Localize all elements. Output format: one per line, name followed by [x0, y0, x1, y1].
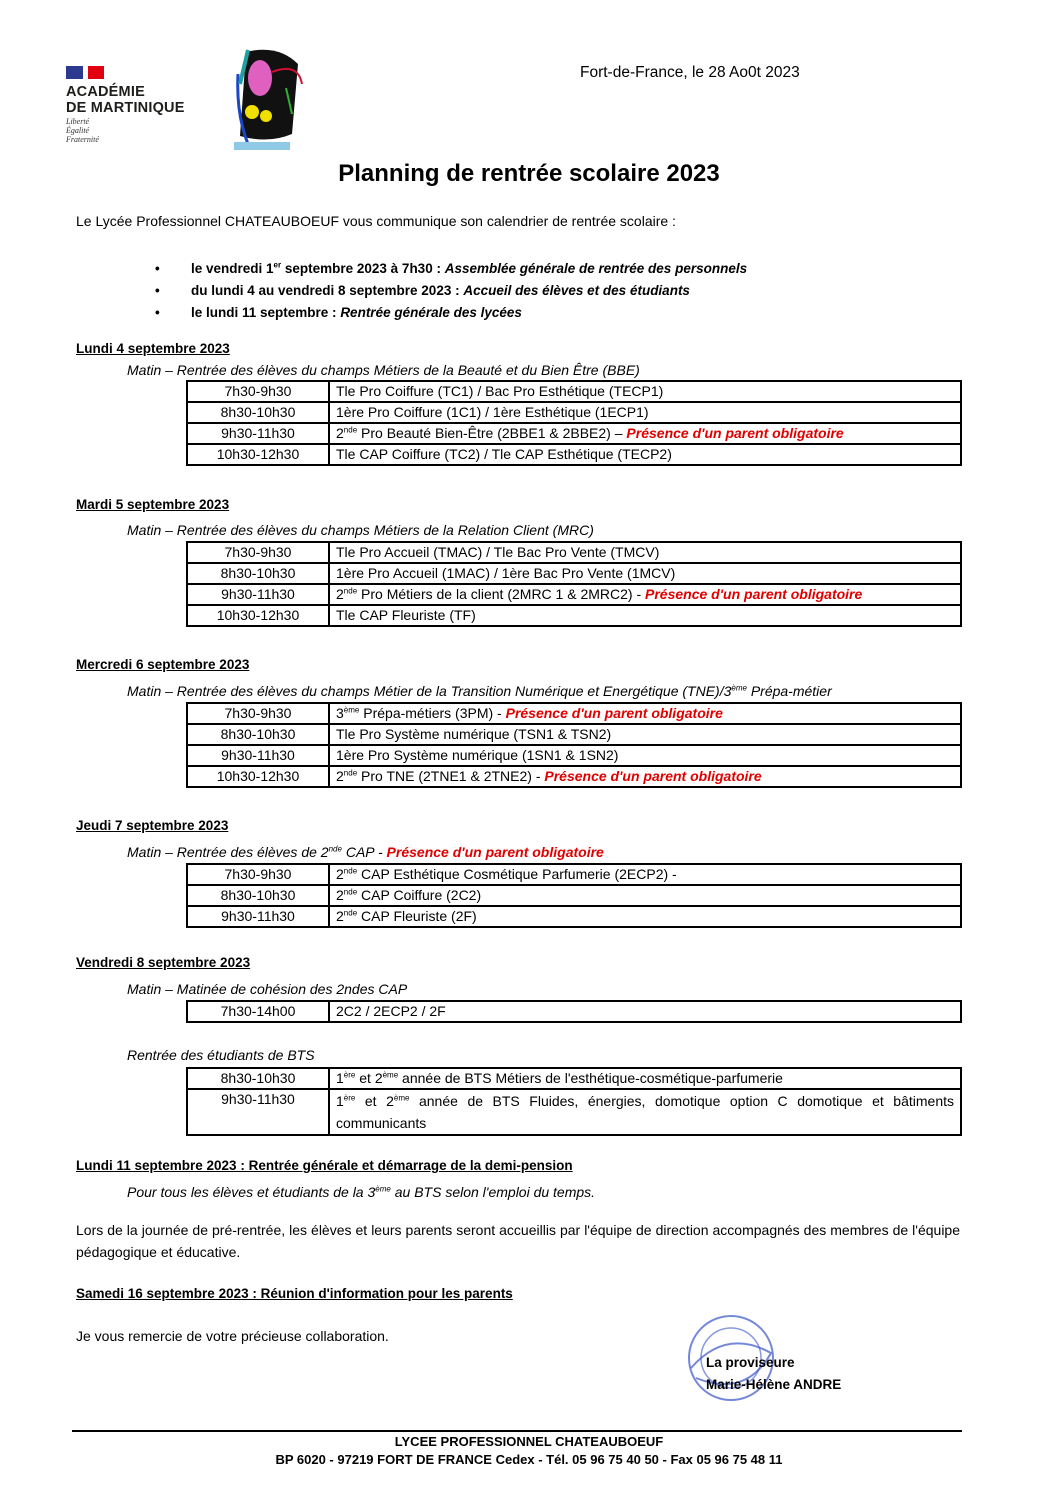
signature-block [706, 1352, 841, 1396]
footer-school-name: LYCEE PROFESSIONNEL CHATEAUBOEUF [394, 1434, 664, 1449]
school-logo-icon [228, 44, 308, 156]
table-row: 8h30-10h30 2nde CAP Coiffure (2C2) [187, 885, 961, 906]
schedule-table [186, 863, 962, 928]
day-heading: Mercredi 6 septembre 2023 [76, 657, 250, 672]
motto [66, 117, 99, 144]
list-item: • du lundi 4 au vendredi 8 septembre 2023 : Accueil des élèves et des étudiants [155, 283, 690, 298]
table-row: 8h30-10h30 1ère Pro Coiffure (1C1) / 1ère Esthétique (1ECP1) [187, 402, 961, 423]
table-row: 10h30-12h30 Tle CAP Fleuriste (TF) [187, 605, 961, 626]
schedule-table [186, 1000, 962, 1023]
academy-line2: DE MARTINIQUE [66, 100, 185, 116]
motto-egalite: Égalité [66, 126, 90, 135]
list-item: • le lundi 11 septembre : Rentrée générale des lycées [155, 305, 522, 320]
table-row: 10h30-12h30 Tle CAP Coiffure (TC2) / Tle CAP Esthétique (TECP2) [187, 444, 961, 465]
schedule-table [186, 702, 962, 788]
day-heading: Vendredi 8 septembre 2023 [76, 955, 251, 970]
schedule-table [186, 541, 962, 627]
welcome-paragraph: Lors de la journée de pré-rentrée, les élèves et leurs parents seront accueillis par l'équipe de direction accompagnés des membres de l'équipe pédagogique et éducative. [76, 1222, 960, 1260]
letter-date: Fort-de-France, le 28 Ao0t 2023 [580, 64, 800, 81]
key-dates-list [155, 258, 747, 324]
day-heading: Jeudi 7 septembre 2023 [76, 818, 229, 833]
list-item: • le vendredi 1er septembre 2023 à 7h30 : Assemblée générale de rentrée des personnels [155, 260, 748, 276]
general-return-text: Pour tous les élèves et étudiants de la 3ème au BTS selon l'emploi du temps. [127, 1184, 596, 1200]
table-row: 9h30-11h30 2nde Pro Métiers de la client (2MRC 1 & 2MRC2) - Présence d'un parent obligatoire [187, 584, 961, 605]
academy-line1: ACADÉMIE [66, 84, 145, 100]
table-row: 10h30-12h30 2nde Pro TNE (2TNE1 & 2TNE2) - Présence d'un parent obligatoire [187, 766, 961, 787]
day-heading: Mardi 5 septembre 2023 [76, 497, 230, 512]
day-heading: Lundi 4 septembre 2023 [76, 341, 230, 356]
table-row: 8h30-10h30 Tle Pro Système numérique (TSN1 & TSN2) [187, 724, 961, 745]
table-row: 7h30-9h30 3ème Prépa-métiers (3PM) - Présence d'un parent obligatoire [187, 703, 961, 724]
day-heading: Lundi 11 septembre 2023 : Rentrée générale et démarrage de la demi-pension [76, 1158, 573, 1173]
day-subtitle: Matin – Rentrée des élèves du champs Métiers de la Relation Client (MRC) [127, 522, 594, 538]
table-row: 8h30-10h30 1ère et 2ème année de BTS Métiers de l'esthétique-cosmétique-parfumerie [187, 1068, 961, 1089]
day-subtitle: Matin – Rentrée des élèves du champs Métiers de la Beauté et du Bien Être (BBE) [127, 362, 640, 378]
table-row: 9h30-11h30 2nde CAP Fleuriste (2F) [187, 906, 961, 927]
footer-divider [72, 1430, 962, 1432]
signatory-name: Marie-Hélène ANDRE [706, 1377, 842, 1392]
footer-address: BP 6020 - 97219 FORT DE FRANCE Cedex - Tél. 05 96 75 40 50 - Fax 05 96 75 48 11 [275, 1452, 783, 1467]
table-row: 7h30-9h30 2nde CAP Esthétique Cosmétique Parfumerie (2ECP2) - [187, 864, 961, 885]
schedule-table [186, 380, 962, 466]
table-row: 7h30-14h00 2C2 / 2ECP2 / 2F [187, 1001, 961, 1022]
bts-subtitle: Rentrée des étudiants de BTS [127, 1047, 315, 1063]
day-subtitle: Matin – Rentrée des élèves du champs Métier de la Transition Numérique et Energétique (TNE)/3ème Prépa-métier [127, 683, 832, 699]
bts-schedule-table [186, 1067, 962, 1136]
day-subtitle: Matin – Rentrée des élèves de 2nde CAP - Présence d'un parent obligatoire [127, 844, 604, 860]
table-row: 9h30-11h30 2nde Pro Beauté Bien-Être (2BBE1 & 2BBE2) – Présence d'un parent obligatoire [187, 423, 961, 444]
motto-liberte: Liberté [66, 117, 90, 126]
day-subtitle: Matin – Matinée de cohésion des 2ndes CAP [127, 981, 408, 997]
table-row: 9h30-11h30 1ère et 2ème année de BTS Fluides, énergies, domotique option C domotique et bâtiments communicants [187, 1089, 961, 1135]
table-row: 8h30-10h30 1ère Pro Accueil (1MAC) / 1ère Bac Pro Vente (1MCV) [187, 563, 961, 584]
thanks-text: Je vous remercie de votre précieuse collaboration. [76, 1328, 389, 1344]
marianne-flag-icon [66, 66, 104, 79]
table-row: 9h30-11h30 1ère Pro Système numérique (1SN1 & 1SN2) [187, 745, 961, 766]
page-title: Planning de rentrée scolaire 2023 [338, 160, 720, 187]
academy-logo-text [66, 84, 185, 116]
table-row: 7h30-9h30 Tle Pro Accueil (TMAC) / Tle Bac Pro Vente (TMCV) [187, 542, 961, 563]
signatory-role: La proviseure [706, 1355, 795, 1370]
table-row: 7h30-9h30 Tle Pro Coiffure (TC1) / Bac Pro Esthétique (TECP1) [187, 381, 961, 402]
intro-text: Le Lycée Professionnel CHATEAUBOEUF vous communique son calendrier de rentrée scolaire : [76, 213, 676, 229]
motto-fraternite: Fraternité [66, 135, 99, 144]
parents-meeting-heading: Samedi 16 septembre 2023 : Réunion d'information pour les parents [76, 1286, 513, 1301]
